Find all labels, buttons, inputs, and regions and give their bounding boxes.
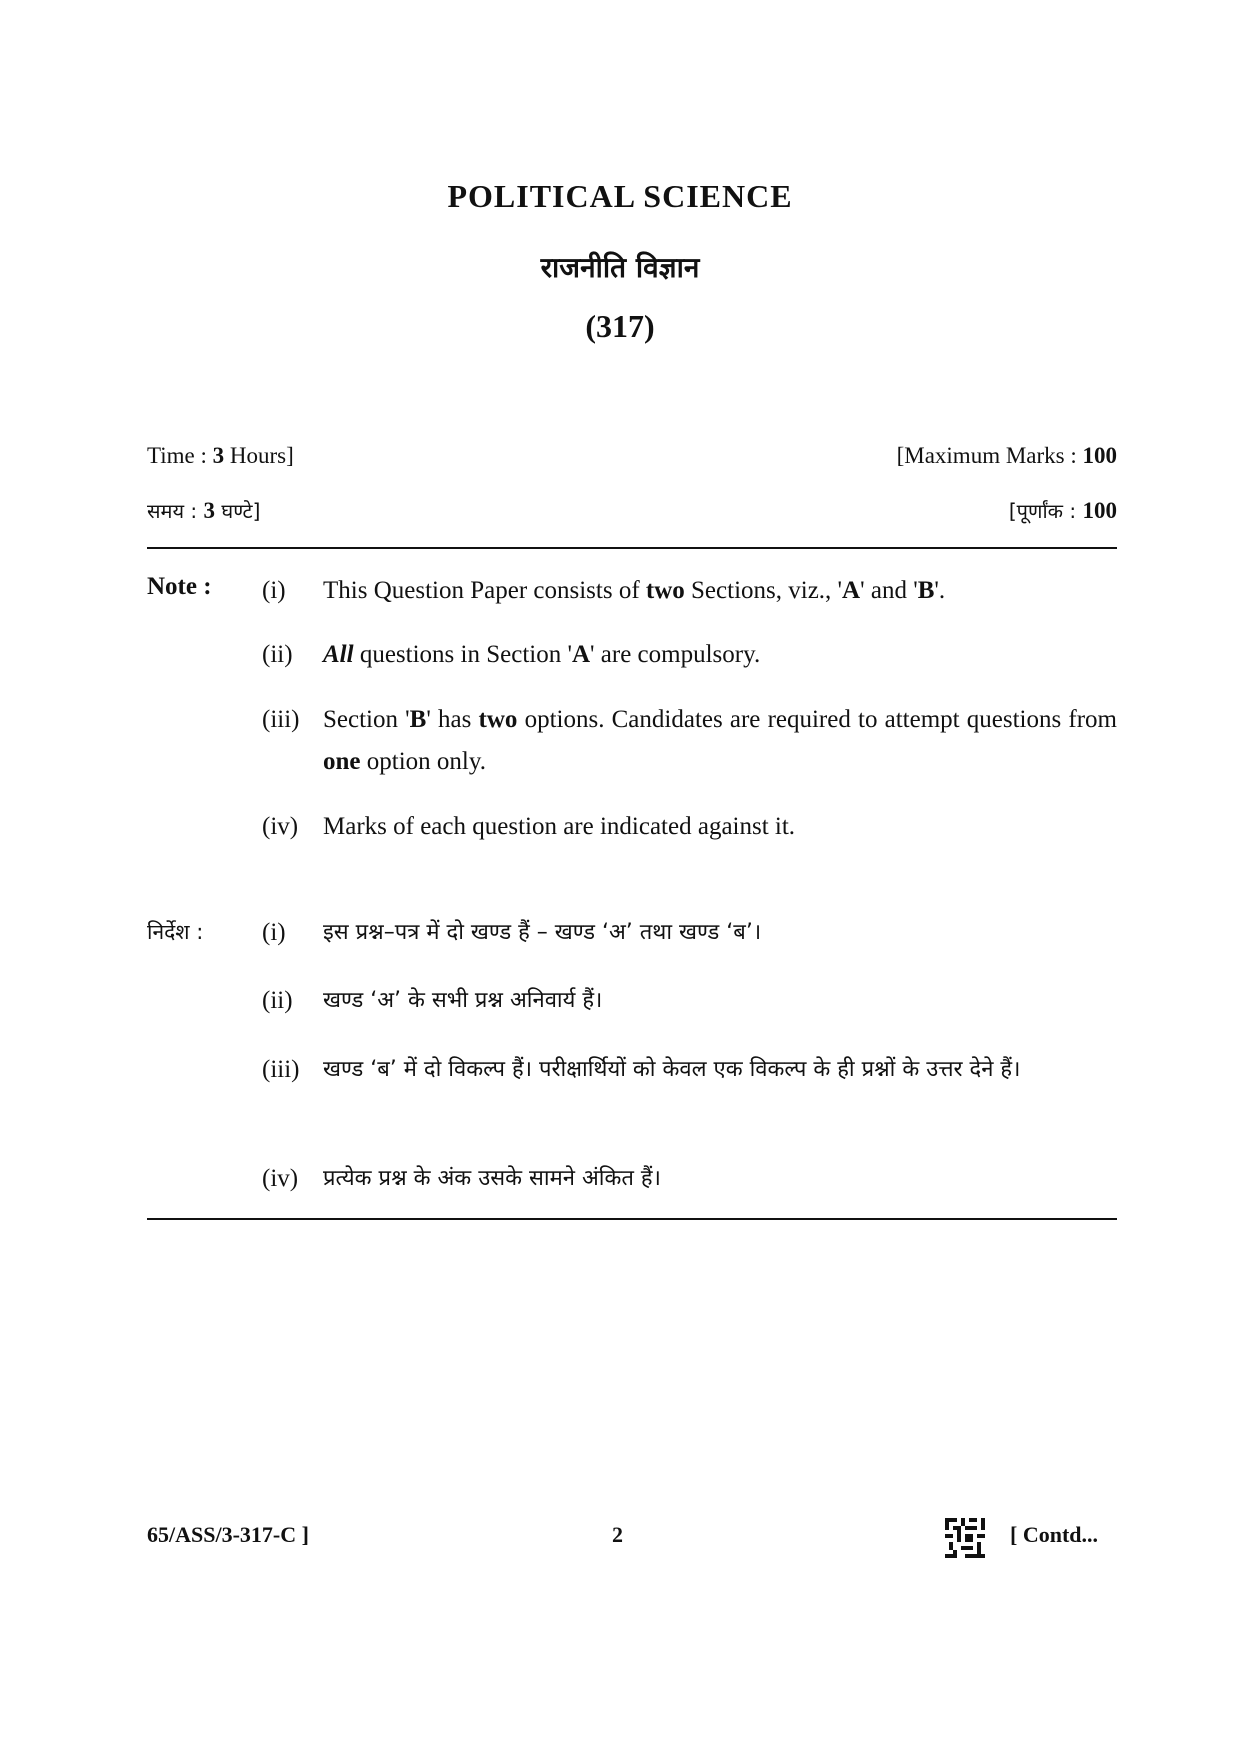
max-marks-hindi: [पूर्णांक : 100 xyxy=(1008,498,1117,523)
note-label: Note : xyxy=(147,573,212,600)
paper-code: 65/ASS/3-317-C ] xyxy=(147,1522,309,1547)
note-item: (iii) Section 'B' has two options. Candidates are required to attempt questions from one option only. xyxy=(262,706,1117,775)
nirdesh-item: (iii) खण्ड ‘ब’ में दो विकल्प हैं। परीक्षार्थियों को केवल एक विकल्प के ही प्रश्नों के उत्तर देने हैं। xyxy=(262,1056,1021,1083)
page-number: 2 xyxy=(612,1522,623,1547)
max-marks-english: [Maximum Marks : 100 xyxy=(896,443,1117,468)
nirdesh-item: (ii) खण्ड ‘अ’ के सभी प्रश्न अनिवार्य हैं। xyxy=(262,987,603,1014)
continued-label: [ Contd... xyxy=(1010,1522,1099,1547)
subject-code: (317) xyxy=(585,308,655,344)
note-item: (iv) Marks of each question are indicated against it. xyxy=(262,813,796,840)
nirdesh-label: निर्देश : xyxy=(147,920,204,944)
time-hindi: समय : 3 घण्टे] xyxy=(147,498,261,523)
note-item: (i) This Question Paper consists of two Sections, viz., 'A' and 'B'. xyxy=(262,577,946,604)
note-item: (ii) All questions in Section 'A' are compulsory. xyxy=(262,641,761,668)
paper-title: POLITICAL SCIENCE xyxy=(447,178,793,214)
nirdesh-item: (i) इस प्रश्न–पत्र में दो खण्ड हैं – खण्ड ‘अ’ तथा खण्ड ‘ब’। xyxy=(262,919,762,946)
paper-title-hindi: राजनीति विज्ञान xyxy=(540,251,700,284)
nirdesh-item: (iv) प्रत्येक प्रश्न के अंक उसके सामने अंकित हैं। xyxy=(262,1165,661,1192)
qr-code-icon xyxy=(945,1518,985,1558)
bottom-divider xyxy=(147,1218,1117,1220)
top-divider xyxy=(147,547,1117,549)
time-english: Time : 3 Hours] xyxy=(147,443,294,468)
